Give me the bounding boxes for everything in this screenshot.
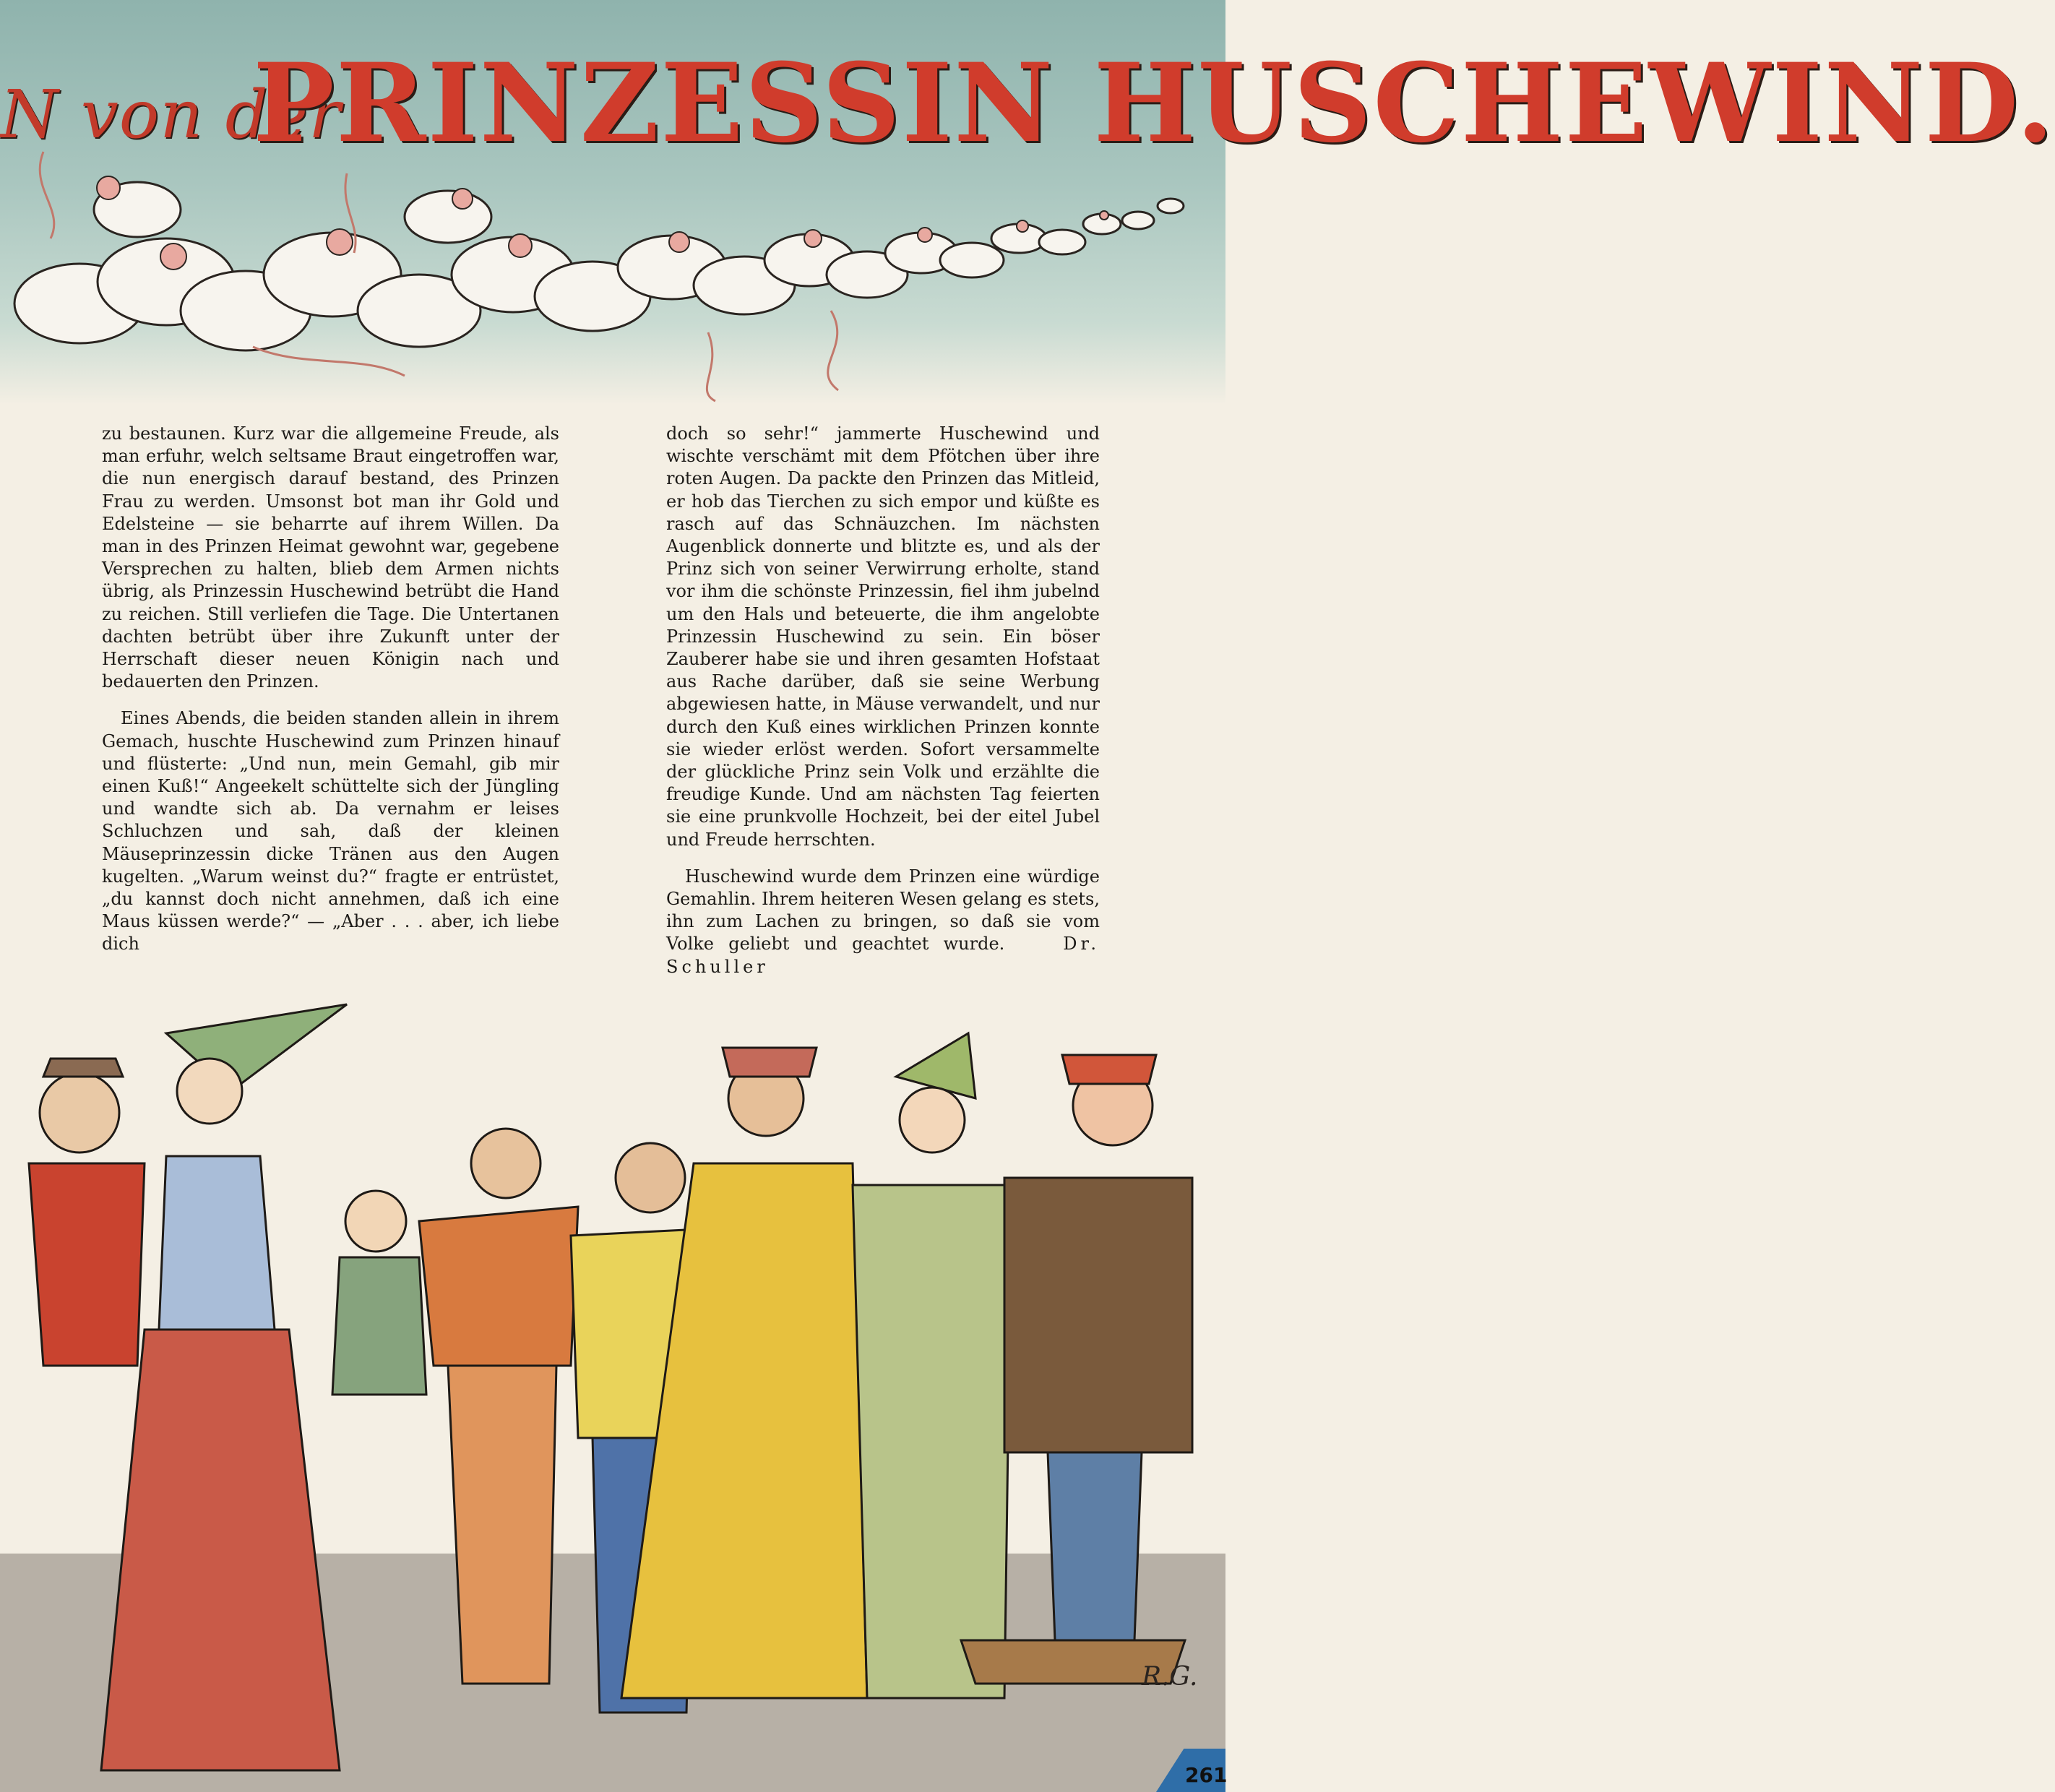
paragraph: zu bestaunen. Kurz war die allgemeine Freude, als man erfuhr, welch seltsame Braut eingetroffen war, die nun energisch darauf bestand, des Prinzen Frau zu werden. Umsonst bot man ihr Gold und Edelsteine — sie beharrte auf ihrem Willen. Da man in des Prinzen Heimat gewohnt war, gegebene Versprechen zu halten, blieb dem Armen nichts übrig, als Prinzessin Huschewind betrübt die Hand zu reichen. Still verliefen die Tage. Die Untertanen dachten betrübt über ihre Zukunft unter der Herrschaft dieser neuen Königin nach und bedauerten den Prinzen. xyxy=(102,423,559,692)
paragraph xyxy=(666,866,1100,978)
header-illustration xyxy=(0,0,2055,405)
article-body xyxy=(0,423,1225,977)
page-number: 261 xyxy=(1185,1763,1228,1787)
author-signature: Dr. Schuller xyxy=(666,934,1100,977)
royal-court-illustration xyxy=(0,990,1228,1792)
figure-old-man xyxy=(29,1059,145,1366)
paragraph: doch so sehr!“ jammerte Huschewind und wischte verschämt mit dem Pfötchen über ihre roten Augen. Da packte den Prinzen das Mitleid, er hob das Tierchen zu sich empor und küßte es rasch auf das Schnäuzchen. Im nächsten Augenblick donnerte und blitzte es, und als der Prinz sich von seiner Verwirrung erholte, stand vor ihm die schönste Prinzessin, fiel ihm jubelnd um den Hals und beteuerte, die ihm angelobte Prinzessin Huschewind zu sein. Ein böser Zauberer habe sie und ihren gesamten Hofstaat aus Rache darüber, daß sie seine Werbung abgewiesen hatte, in Mäuse verwandelt, und nur durch den Kuß eines wirklichen Prinzen konnte sie wieder erlöst werden. Sofort versammelte der glückliche Prinz sein Volk und erzählte die freudige Kunde. Und am nächsten Tag feierten sie eine prunkvolle Hochzeit, bei der eitel Jubel und Freude herrschten. xyxy=(666,423,1100,850)
figure-boy xyxy=(332,1191,426,1395)
figure-lady-green-hat xyxy=(853,1033,1012,1698)
paragraph-text: Huschewind wurde dem Prinzen eine würdige Gemahlin. Ihrem heiteren Wesen gelang es stets, ihn zum Lachen zu bringen, so daß sie vom Volke geliebt und geachtet wurde. xyxy=(666,866,1100,955)
title-prefix: N von der xyxy=(0,76,341,153)
mouse-crowd xyxy=(14,182,1184,350)
mice-procession-illustration xyxy=(0,130,1225,405)
figure-lady-hennin xyxy=(101,1004,347,1770)
article-column-left xyxy=(102,423,559,970)
title-main: PRINZESSIN HUSCHEWIND. xyxy=(253,40,2055,167)
paragraph: Eines Abends, die beiden standen allein in ihrem Gemach, huschte Huschewind zum Prinzen hinauf und flüsterte: „Und nun, mein Gemahl, gib mir einen Kuß!“ Angeekelt schüttelte sich der Jüngling und wandte sich ab. Da vernahm er leises Schluchzen und sah, daß der kleinen Mäuseprinzessin dicke Tränen aus den Augen kugelten. „Warum weinst du?“ fragte er entrüstet, „du kannst doch nicht annehmen, daß ich eine Maus küssen werde?“ — „Aber . . . aber, ich liebe dich xyxy=(102,708,559,955)
article-column-right xyxy=(666,423,1100,993)
artist-monogram: R.G. xyxy=(1142,1662,1198,1692)
